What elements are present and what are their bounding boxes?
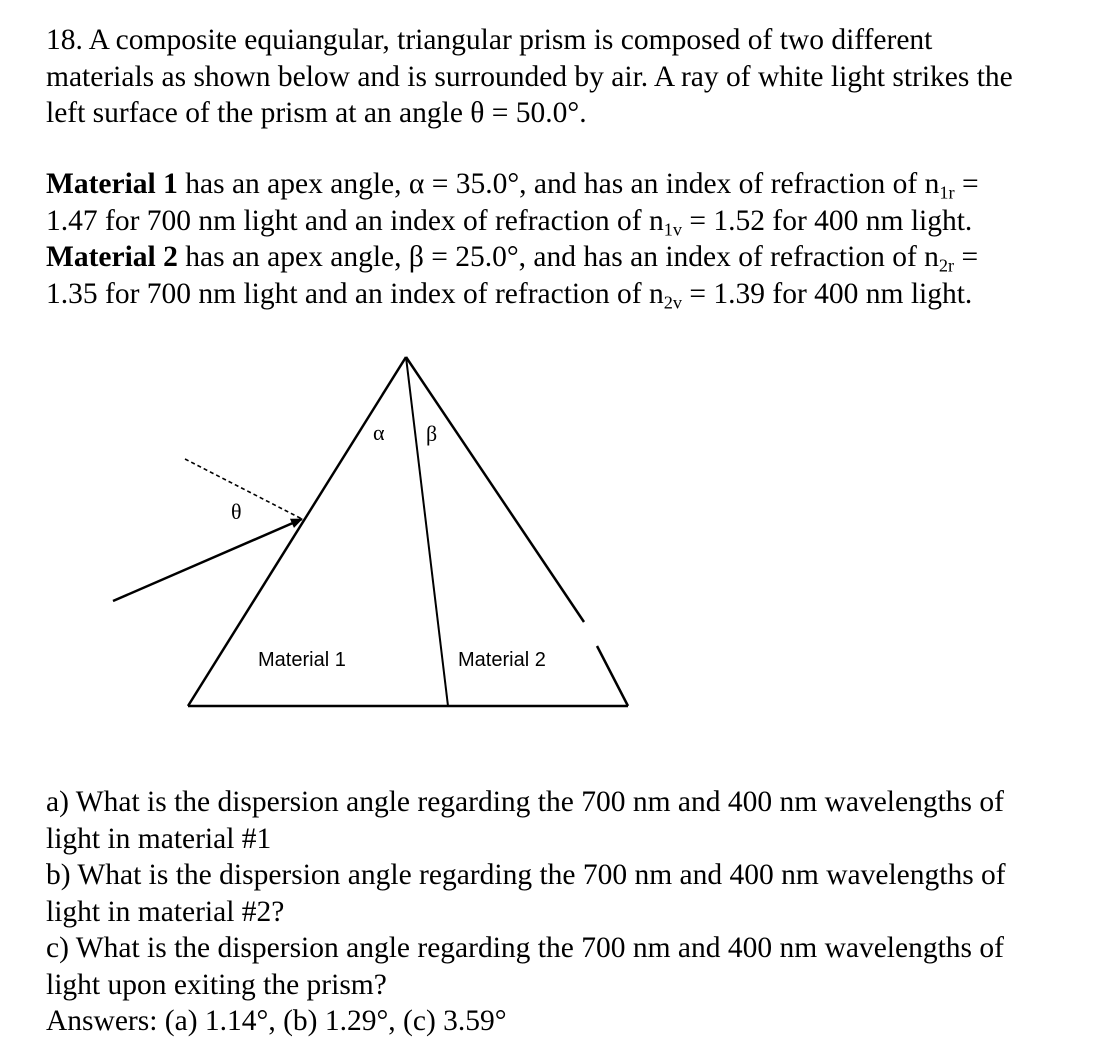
material2-name: Material 2 xyxy=(46,241,178,273)
question-line: light in material #2? xyxy=(46,895,285,928)
beta-label: β xyxy=(426,421,438,446)
incident-ray xyxy=(113,519,302,601)
question-line: c) What is the dispersion angle regarding the 700 nm and 400 nm wavelengths of xyxy=(46,932,1004,964)
question-line: b) What is the dispersion angle regarding the 700 nm and 400 nm wavelengths of xyxy=(46,859,1006,891)
material1-name: Material 1 xyxy=(46,168,178,200)
material2-line2: 1.35 for 700 nm light and an index of refraction of $n_{2v} = 1.39$ for 400 nm light. xyxy=(46,277,973,312)
material1-label: Material 1 xyxy=(258,649,346,671)
question-line: light in material #1 xyxy=(46,822,272,855)
answers-line: Answers: (a) 1.14°, (b) 1.29°, (c) 3.59° xyxy=(46,1005,507,1037)
surface-normal xyxy=(185,459,302,519)
theta-label: θ xyxy=(231,499,242,524)
intro-line: 18. A composite equiangular, triangular prism is composed of two different xyxy=(46,24,933,56)
material1-line1: Material 1 has an apex angle, α = 35.0°, and has an index of refraction of $n_{1r}$ = xyxy=(46,168,979,203)
question-line: a) What is the dispersion angle regarding the 700 nm and 400 nm wavelengths of xyxy=(46,786,1004,818)
material1-line2: 1.47 for 700 nm light and an index of refraction of $n_{1v} = 1.52$ for 400 nm light. xyxy=(46,204,973,239)
intro-line: left surface of the prism at an angle θ = 50.0°. xyxy=(46,97,587,129)
material2-label: Material 2 xyxy=(458,649,546,671)
intro-line: materials as shown below and is surrounded by air. A ray of white light strikes the xyxy=(46,60,1013,93)
questions-section xyxy=(46,784,1091,1040)
alpha-label: α xyxy=(373,420,385,445)
prism-right-edge-lower xyxy=(597,646,628,706)
material2-line1: Material 2 has an apex angle, β = 25.0°, and has an index of refraction of $n_{2r}$ = xyxy=(46,241,979,276)
question-line: light upon exiting the prism? xyxy=(46,968,387,1001)
